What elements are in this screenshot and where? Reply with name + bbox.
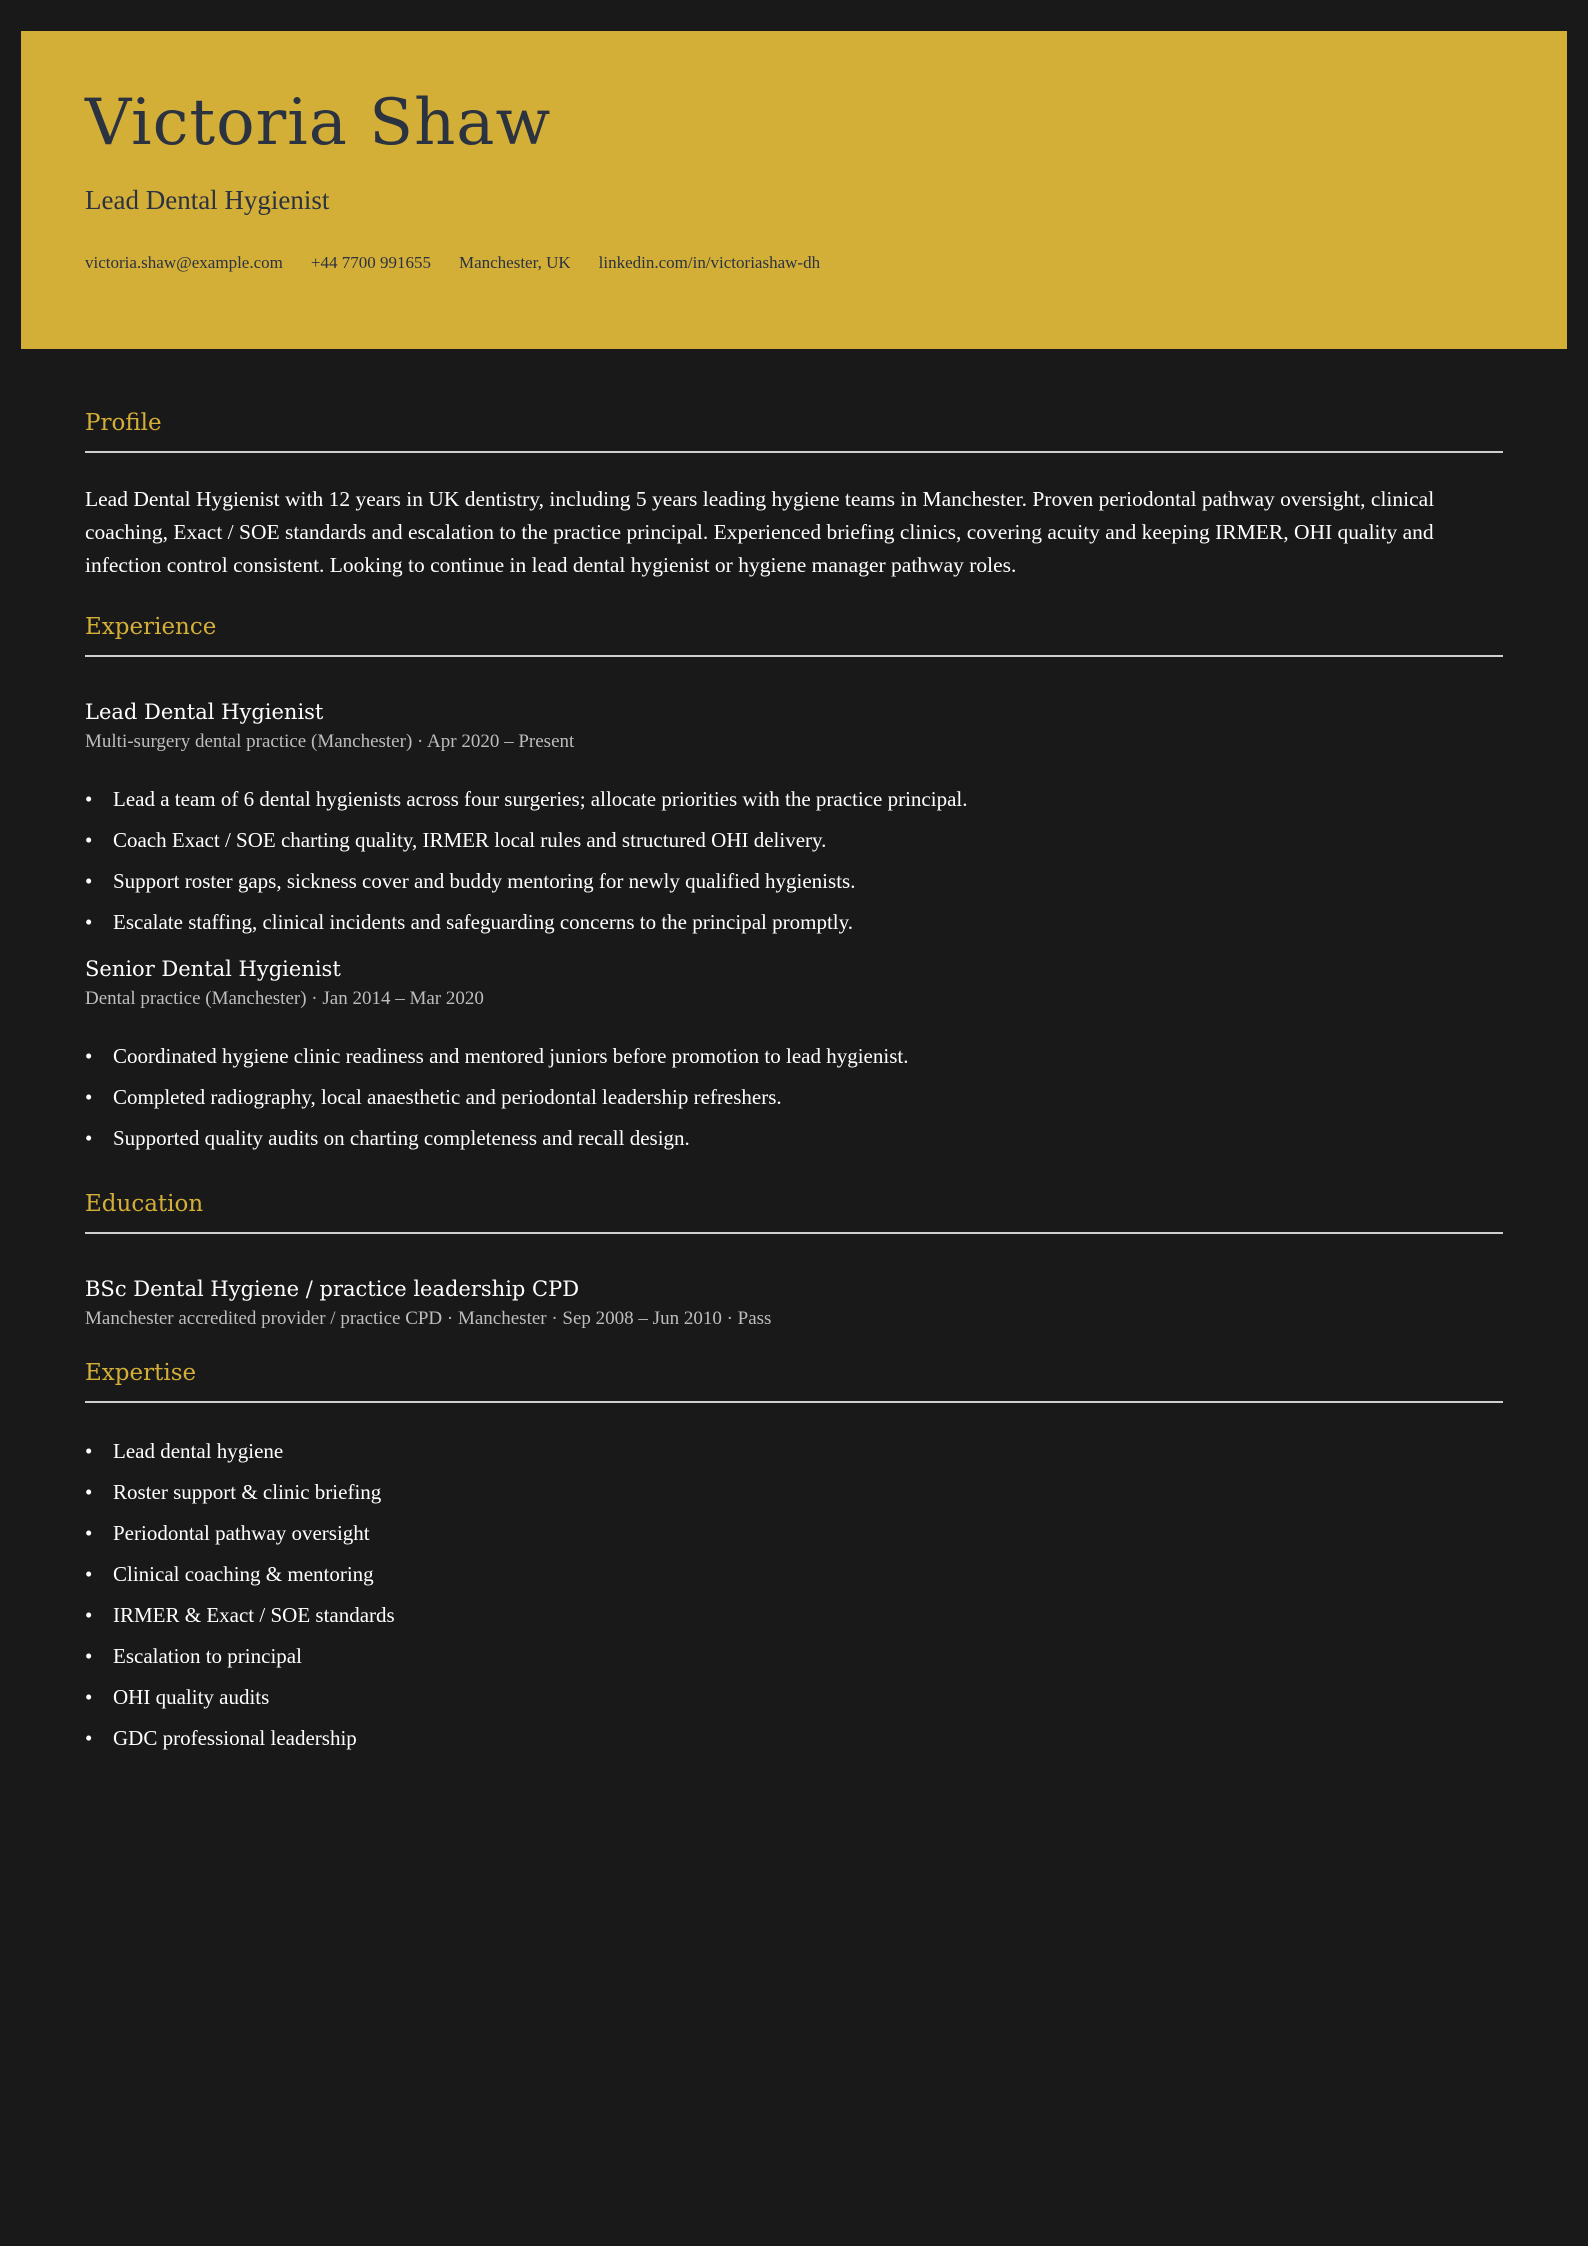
education-title: BSc Dental Hygiene / practice leadership CPD: [85, 1277, 580, 1301]
job-title: Lead Dental Hygienist: [85, 700, 324, 724]
expertise-item: • Clinical coaching & mentoring: [85, 1554, 1503, 1595]
expertise-item: • Lead dental hygiene: [85, 1431, 1503, 1472]
section-title-education: Education: [85, 1193, 1503, 1234]
expertise-item: • Periodontal pathway oversight: [85, 1513, 1503, 1554]
expertise-item: • OHI quality audits: [85, 1677, 1503, 1718]
expertise-section: [85, 1362, 1503, 1759]
expertise-item: • Escalation to principal: [85, 1636, 1503, 1677]
job-bullet: • Coach Exact / SOE charting quality, IRMER local rules and structured OHI delivery.: [85, 820, 1503, 861]
expertise-list: [85, 1431, 1503, 1759]
job-entry: [85, 702, 1503, 943]
job-bullets: [85, 1036, 1503, 1159]
job-title: Senior Dental Hygienist: [85, 957, 341, 981]
job-bullets: [85, 779, 1503, 943]
job-bullet: • Escalate staffing, clinical incidents and safeguarding concerns to the principal promptly.: [85, 902, 1503, 943]
expertise-item: • GDC professional leadership: [85, 1718, 1503, 1759]
section-title-experience: Experience: [85, 616, 1503, 657]
resume-body: [85, 400, 1503, 1759]
job-bullet: • Lead a team of 6 dental hygienists across four surgeries; allocate priorities with the practice principal.: [85, 779, 1503, 820]
job-bullet: • Coordinated hygiene clinic readiness and mentored juniors before promotion to lead hygienist.: [85, 1036, 1503, 1077]
experience-section: [85, 616, 1503, 1159]
contact-list: [85, 254, 820, 271]
education-section: [85, 1193, 1503, 1328]
contact-location: Manchester, UK: [458, 253, 571, 272]
job-bullet: • Support roster gaps, sickness cover and buddy mentoring for newly qualified hygienists.: [85, 861, 1503, 902]
expertise-item: • IRMER & Exact / SOE standards: [85, 1595, 1503, 1636]
education-entry: [85, 1279, 1503, 1328]
expertise-item: • Roster support & clinic briefing: [85, 1472, 1503, 1513]
candidate-role: Lead Dental Hygienist: [85, 185, 330, 215]
job-entry: [85, 959, 1503, 1159]
profile-section: [85, 412, 1503, 582]
section-title-profile: Profile: [85, 412, 1503, 453]
candidate-name: Victoria Shaw: [85, 86, 552, 160]
job-meta: Multi-surgery dental practice (Manchester) · Apr 2020 – Present: [85, 731, 575, 752]
contact-phone[interactable]: +44 7700 991655: [310, 253, 431, 272]
job-bullet: • Supported quality audits on charting completeness and recall design.: [85, 1118, 1503, 1159]
resume-header: [21, 31, 1567, 349]
profile-summary: Lead Dental Hygienist with 12 years in UK dentistry, including 5 years leading hygiene teams in Manchester. Proven periodontal pathway oversight, clinical coaching, Exact / SOE standards and escalation to the practice principal. Experienced briefing clinics, covering acuity and keeping IRMER, OHI quality and infection control consistent. Looking to continue in lead dental hygienist or hygiene manager pathway roles.: [85, 487, 1435, 577]
education-meta: Manchester accredited provider / practice CPD · Manchester · Sep 2008 – Jun 2010 · Pass: [85, 1308, 772, 1329]
job-bullet: • Completed radiography, local anaesthetic and periodontal leadership refreshers.: [85, 1077, 1503, 1118]
section-title-expertise: Expertise: [85, 1362, 1503, 1403]
contact-email[interactable]: victoria.shaw@example.com: [85, 253, 283, 272]
job-meta: Dental practice (Manchester) · Jan 2014 – Mar 2020: [85, 988, 484, 1009]
contact-linkedin[interactable]: linkedin.com/in/victoriashaw-dh: [598, 253, 821, 272]
